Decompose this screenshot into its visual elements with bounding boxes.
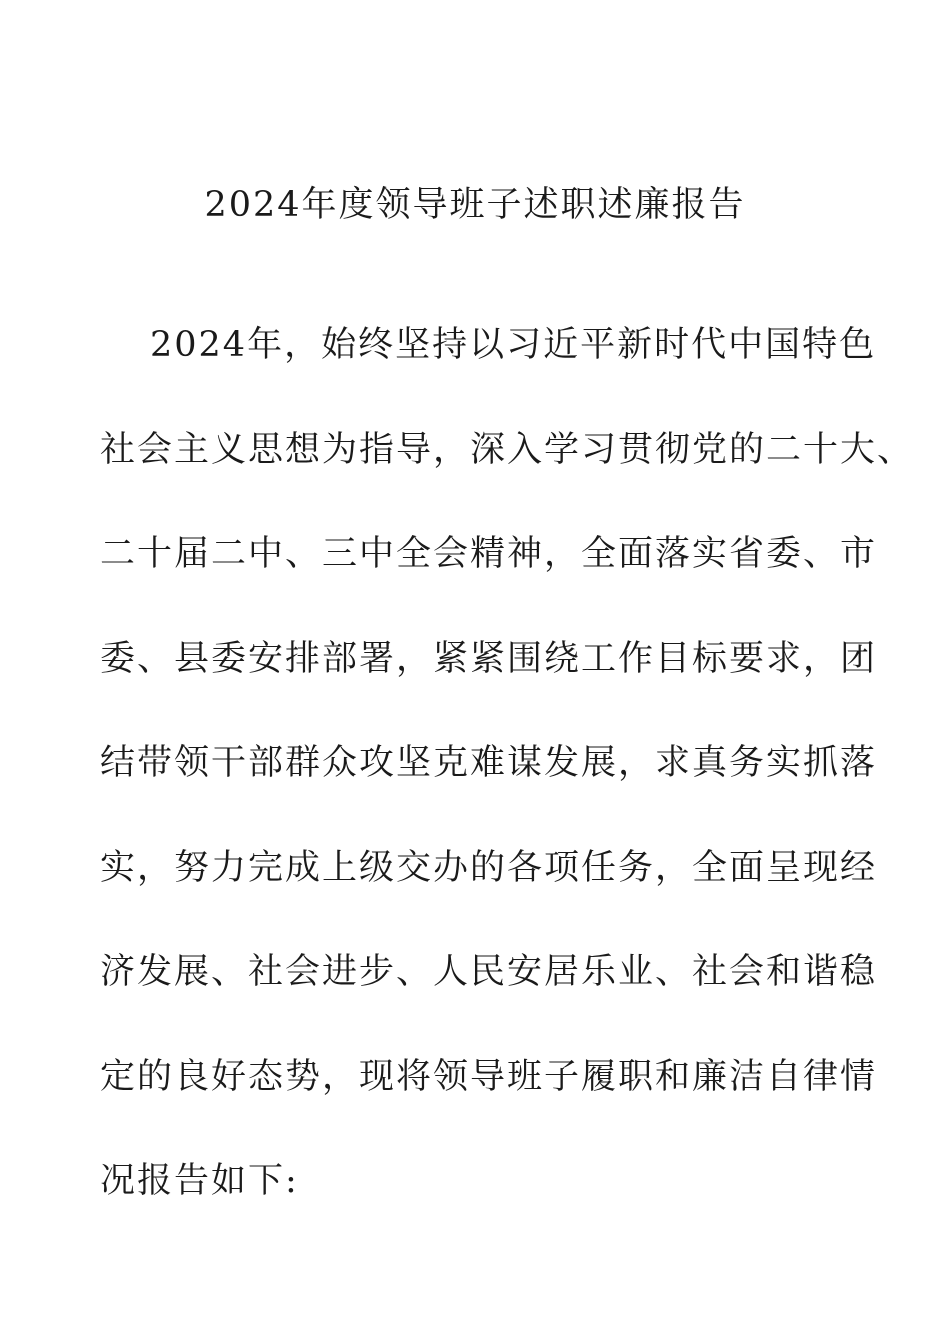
paragraph-line: 实，努力完成上级交办的各项任务，全面呈现经 bbox=[100, 848, 878, 888]
paragraph-line: 定的良好态势，现将领导班子履职和廉洁自律情 bbox=[100, 1057, 878, 1097]
paragraph-line: 济发展、社会进步、人民安居乐业、社会和谐稳 bbox=[100, 952, 878, 992]
paragraph-line: 委、县委安排部署，紧紧围绕工作目标要求，团 bbox=[100, 639, 878, 679]
paragraph-line: 结带领干部群众攻坚克难谋发展，求真务实抓落 bbox=[100, 743, 878, 783]
paragraph-line: 二十届二中、三中全会精神，全面落实省委、市 bbox=[100, 534, 878, 574]
document-title: 2024年度领导班子述职述廉报告 bbox=[204, 185, 746, 225]
paragraph-line: 况报告如下: bbox=[100, 1161, 299, 1201]
paragraph-line: 社会主义思想为指导，深入学习贯彻党的二十大、 bbox=[100, 430, 915, 470]
paragraph-line: 2024年，始终坚持以习近平新时代中国特色 bbox=[150, 325, 877, 365]
